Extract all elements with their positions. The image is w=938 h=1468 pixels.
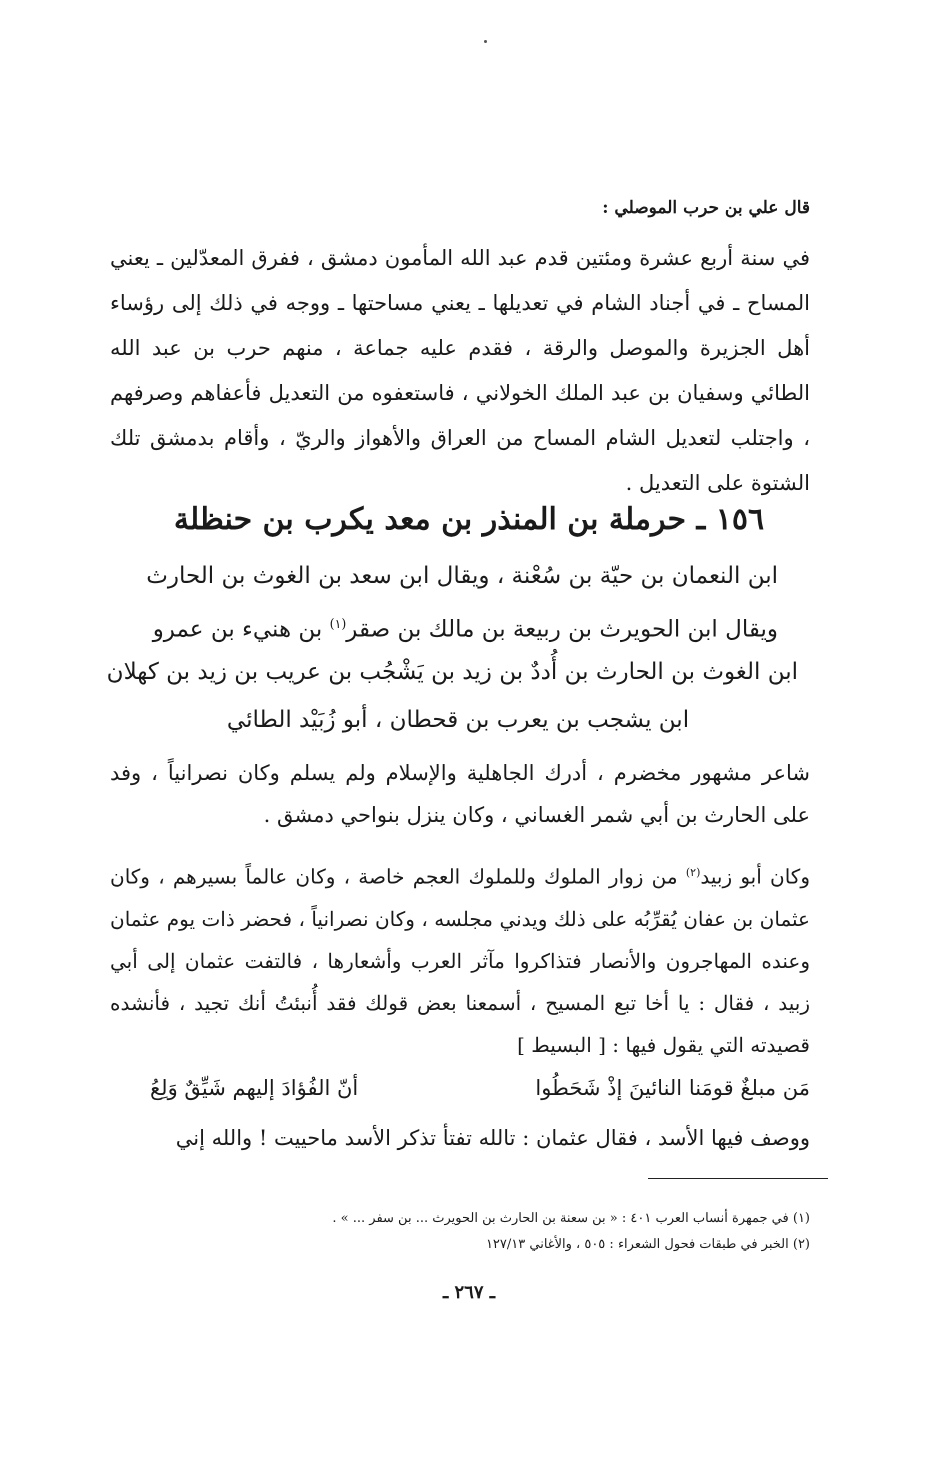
lineage-line-1: ابن النعمان بن حيّة بن سُعْنة ، ويقال ابن سعد بن الغوث بن الحارث	[146, 563, 778, 589]
speck-mark	[484, 40, 487, 43]
lineage-line-2a: ويقال ابن الحويرث بن ربيعة بن مالك بن صقر	[346, 616, 778, 643]
paragraph-3	[110, 852, 810, 1066]
entry-title: ١٥٦ ـ حرملة بن المنذر بن معد يكرب بن حنظلة	[173, 502, 765, 537]
paragraph-4: ووصف فيها الأسد ، فقال عثمان : تالله تفتأ تذكر الأسد ماحييت ! والله إني	[175, 1126, 810, 1150]
lineage-line-2	[118, 600, 798, 648]
lineage-line-2b: بن هنيء بن عمرو	[152, 616, 330, 643]
lineage-line-3: ابن الغوث بن الحارث بن أُددٌ بن زيد بن يَشْجُب بن عريب بن زيد بن كهلان	[106, 659, 798, 685]
footnote-1: (١) في جمهرة أنساب العرب ٤٠١ : « بن سعنة بن الحارث بن الحويرث ... بن سفر ... » .	[332, 1211, 810, 1226]
poem-verse	[110, 1066, 810, 1110]
paragraph-3-start: وكان أبو زبيد	[700, 864, 810, 889]
verse-hemistich-1: مَن مبلغٌ قومَنا النائينَ إذْ شَحَطُوا	[535, 1076, 810, 1100]
lineage-line-4: ابن يشجب بن يعرب بن قحطان ، أبو زُبَيْد الطائي	[226, 707, 690, 733]
intro-quote: قال علي بن حرب الموصلي :	[602, 198, 810, 218]
footnote-2: (٢) الخبر في طبقات فحول الشعراء : ٥٠٥ ، والأغاني ١٢٧/١٣	[485, 1237, 810, 1252]
footnotes	[110, 1206, 810, 1258]
paragraph-2: شاعر مشهور مخضرم ، أدرك الجاهلية والإسلام ولم يسلم وكان نصرانياً ، وفد على الحارث بن أبي شمر الغساني ، وكان ينزل بنواحي دمشق .	[110, 761, 810, 827]
paragraph-3-rest: من زوار الملوك وللملوك العجم خاصة ، وكان عالماً بسيرهم ، وكان عثمان بن عفان يُقرِّبُه على ذلك ويدني مجلسه ، وكان نصرانياً ، فحضر ذات يوم عثمان وعنده المهاجرون والأنصار فتذاكروا مآثر العرب وأشعارها ، فالتفت عثمان إلى أبي زبيد ، فقال : يا أخا تبع المسيح ، أسمعنا بعض قولك فقد أُنبئتُ أنك تجيد ، فأنشده قصيدته التي يقول فيها : [ البسيط ]	[110, 864, 810, 1057]
footnote-ref-2[interactable]: (٢)	[685, 866, 701, 879]
lineage-block	[106, 552, 798, 744]
footnote-ref-1[interactable]: (١)	[329, 616, 347, 631]
verse-hemistich-2: أنّ الفُؤادَ إليهم شَيِّقٌ وَلِعُ	[150, 1076, 359, 1100]
footnote-divider	[648, 1178, 828, 1179]
paragraph-1: في سنة أربع عشرة ومئتين قدم عبد الله المأمون دمشق ، ففرق المعدّلين ـ يعني المساح ـ في أجناد الشام في تعديلها ـ يعني مساحتها ـ ووجه في ذلك إلى رؤساء أهل الجزيرة والموصل والرقة ، فقدم عليه جماعة ، منهم حرب بن عبد الله الطائي وسفيان بن عبد الملك الخولاني ، فاستعفوه من التعديل فأعفاهم وصرفهم ، واجتلب لتعديل الشام المساح من العراق والأهواز والريّ ، وأقام بدمشق تلك الشتوة على التعديل .	[110, 246, 810, 495]
page-number: ـ ٢٦٧ ـ	[442, 1282, 496, 1303]
